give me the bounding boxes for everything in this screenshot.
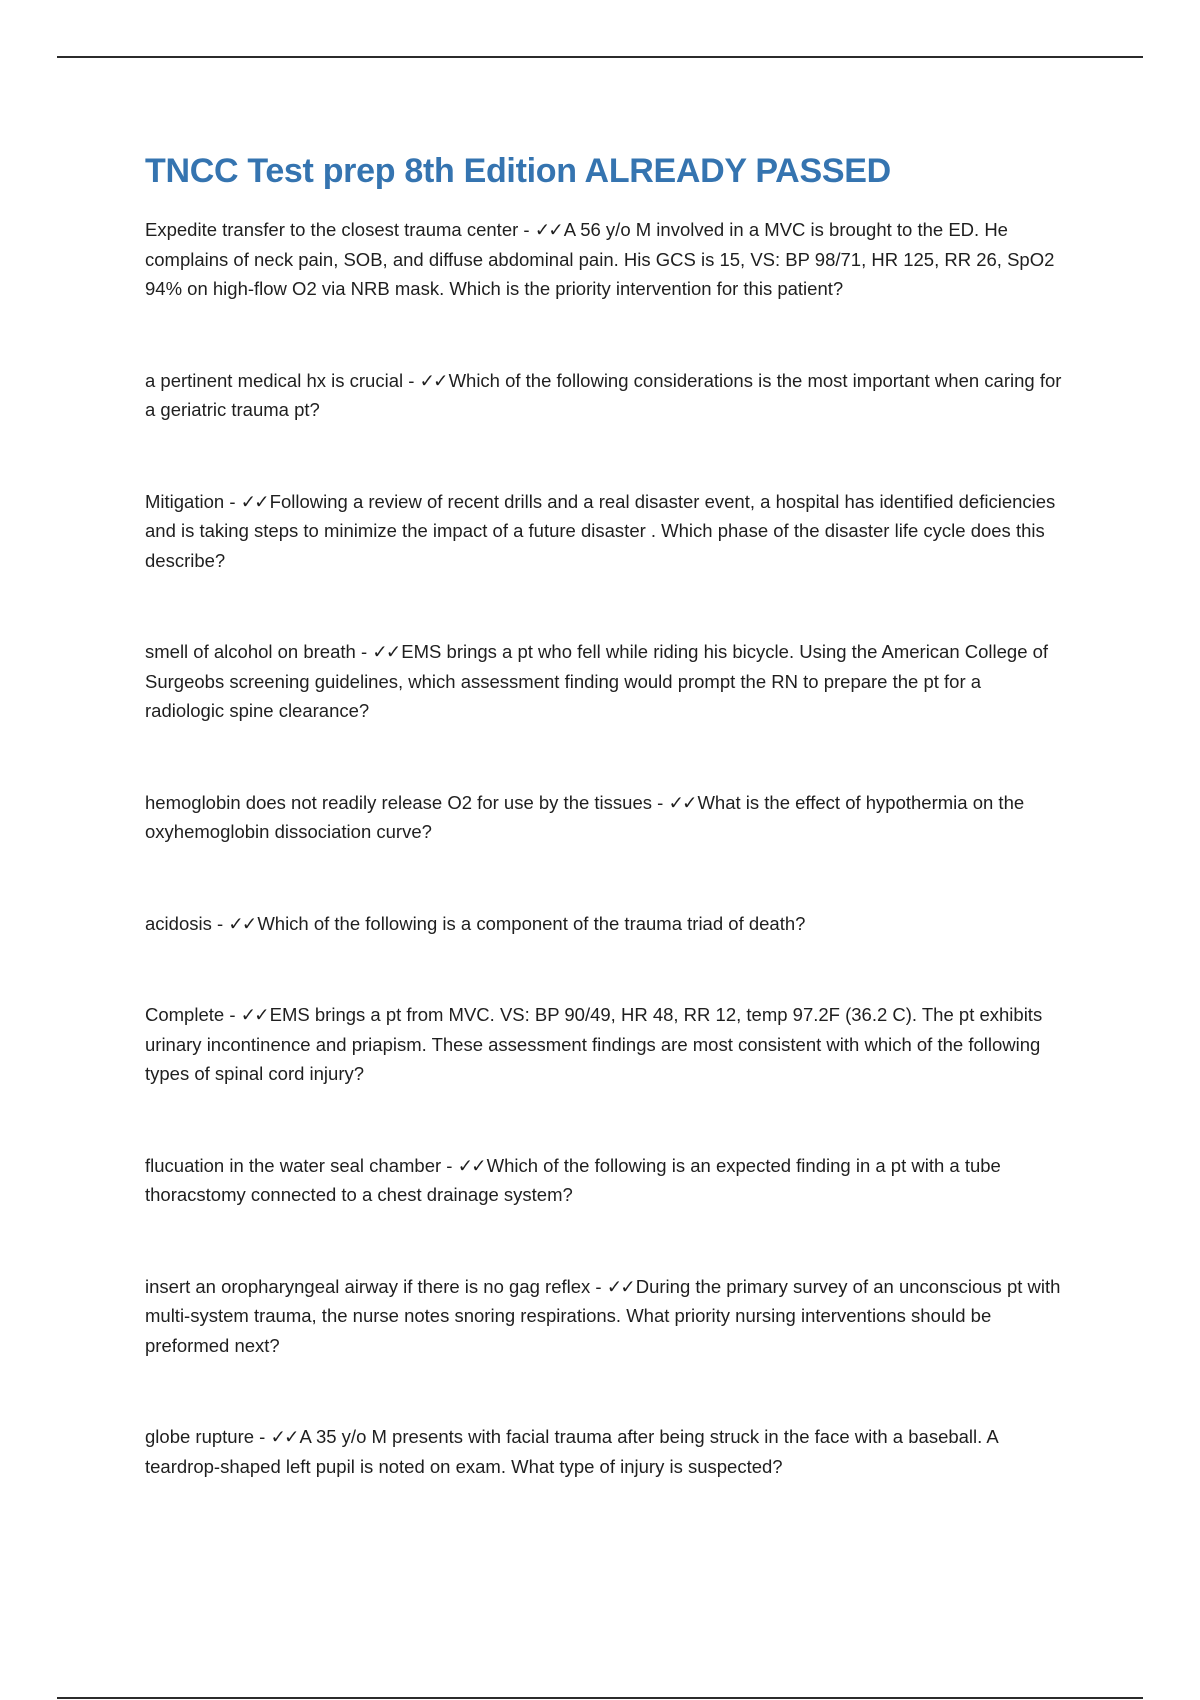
answer-text: flucuation in the water seal chamber: [145, 1154, 442, 1176]
separator: -: [224, 1004, 241, 1025]
separator: -: [518, 219, 535, 240]
question-text: What is the effect of hypothermia on the oxyhemoglobin dissociation curve?: [145, 791, 1025, 842]
separator: -: [355, 641, 373, 662]
qa-item: [145, 215, 1065, 304]
answer-text: insert an oropharyngeal airway if there is no gag reflex: [145, 1275, 591, 1297]
question-text: EMS brings a pt who fell while riding his bicycle. Using the American College of Surgeobs screening guidelines, which assessment finding would prompt the RN to prepare the pt for a radiologic spine clearance?: [145, 641, 1049, 721]
qa-item: [145, 366, 1065, 425]
separator: -: [224, 490, 241, 512]
question-text: Which of the following considerations is the most important when caring for a geriatric trauma pt?: [145, 369, 1062, 420]
qa-item: [145, 788, 1065, 847]
check-icon: ✓✓: [372, 641, 400, 662]
check-icon: ✓✓: [534, 219, 562, 240]
answer-text: globe rupture: [145, 1426, 255, 1447]
check-icon: ✓✓: [228, 912, 256, 934]
question-text: During the primary survey of an unconscious pt with multi-system trauma, the nurse notes snoring respirations. What priority nursing interventions should be preformed next?: [145, 1275, 1061, 1356]
question-text: A 35 y/o M presents with facial trauma after being struck in the face with a baseball. A teardrop-shaped left pupil is noted on exam. What type of injury is suspected?: [145, 1426, 998, 1477]
qa-list: [145, 215, 1065, 1481]
separator: -: [590, 1275, 607, 1297]
check-icon: ✓✓: [668, 791, 696, 813]
question-text: Which of the following is a component of the trauma triad of death?: [257, 912, 806, 934]
question-text: Following a review of recent drills and a real disaster event, a hospital has identified deficiencies and is taking steps to minimize the impact of a future disaster . Which phase of the disaster life cycle does this describe?: [145, 490, 1056, 571]
answer-text: hemoglobin does not readily release O2 for use by the tissues: [145, 791, 652, 813]
answer-text: smell of alcohol on breath: [145, 641, 356, 662]
qa-item: [145, 1000, 1065, 1089]
qa-item: [145, 637, 1065, 726]
qa-item: [145, 1151, 1065, 1210]
header-rule: [57, 56, 1143, 58]
answer-text: Expedite transfer to the closest trauma center: [145, 219, 519, 240]
check-icon: ✓✓: [270, 1426, 298, 1447]
separator: -: [652, 791, 669, 813]
separator: -: [254, 1426, 271, 1447]
answer-text: Mitigation: [145, 490, 225, 512]
answer-text: acidosis: [145, 912, 212, 934]
qa-item: [145, 487, 1065, 576]
check-icon: ✓✓: [457, 1154, 485, 1176]
document-title: TNCC Test prep 8th Edition ALREADY PASSED: [145, 152, 891, 190]
question-text: Which of the following is an expected finding in a pt with a tube thoracstomy connected to a chest drainage system?: [145, 1154, 1001, 1205]
separator: -: [441, 1154, 458, 1176]
separator: -: [403, 369, 420, 391]
footer-rule: [57, 1697, 1143, 1699]
answer-text: a pertinent medical hx is crucial: [145, 369, 404, 391]
qa-item: [145, 909, 1065, 939]
question-text: EMS brings a pt from MVC. VS: BP 90/49, HR 48, RR 12, temp 97.2F (36.2 C). The pt exhibits urinary incontinence and priapism. These assessment findings are most consistent with which of the following types of spinal cord injury?: [145, 1004, 1043, 1084]
document-body: [145, 146, 1065, 1481]
check-icon: ✓✓: [240, 490, 268, 512]
check-icon: ✓✓: [419, 369, 447, 391]
qa-item: [145, 1272, 1065, 1361]
question-text: A 56 y/o M involved in a MVC is brought to the ED. He complains of neck pain, SOB, and diffuse abdominal pain. His GCS is 15, VS: BP 98/71, HR 125, RR 26, SpO2 94% on high-flow O2 via NRB mask. Which is the priority intervention for this patient?: [145, 219, 1055, 299]
separator: -: [211, 912, 229, 934]
qa-item: [145, 1422, 1065, 1481]
check-icon: ✓✓: [606, 1275, 634, 1297]
check-icon: ✓✓: [240, 1004, 268, 1025]
answer-text: Complete: [145, 1004, 225, 1025]
